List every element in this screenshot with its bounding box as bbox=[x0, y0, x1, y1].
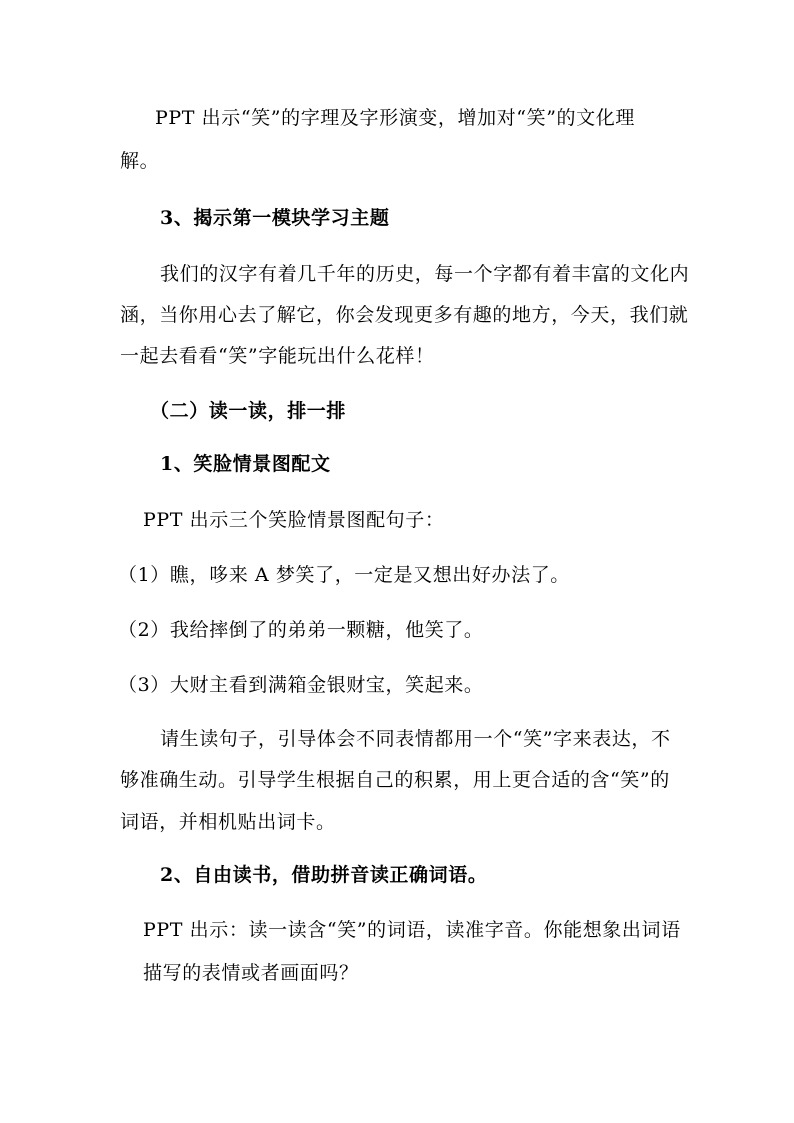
paragraph-ppt-line-2: 解。 bbox=[120, 150, 160, 172]
section-heading-2: （二）读一读，排一排 bbox=[150, 400, 347, 422]
sentence-3: （3）大财主看到满箱金银财宝，笑起来。 bbox=[118, 674, 484, 696]
heading-1: 1、笑脸情景图配文 bbox=[160, 453, 331, 475]
paragraph-history-line-2: 涵，当你用心去了解它，你会发现更多有趣的地方，今天，我们就 bbox=[120, 304, 689, 326]
paragraph-guide-line-3: 词语，并相机贴出词卡。 bbox=[120, 811, 336, 833]
paragraph-history-line-3: 一起去看看“笑”字能玩出什么花样！ bbox=[120, 345, 435, 367]
paragraph-guide-line-1: 请生读句子，引导体会不同表情都用一个“笑”字来表达，不 bbox=[160, 728, 671, 750]
heading-3: 3、揭示第一模块学习主题 bbox=[160, 207, 390, 229]
paragraph-ppt-line-1: PPT 出示“笑”的字理及字形演变，增加对“笑”的文化理 bbox=[155, 107, 635, 129]
sentence-2: （2）我给摔倒了的弟弟一颗糖，他笑了。 bbox=[118, 619, 484, 641]
paragraph-ppt-sentences: PPT 出示三个笑脸情景图配句子： bbox=[143, 509, 445, 531]
paragraph-read-line-2: 描写的表情或者画面吗？ bbox=[143, 962, 359, 984]
heading-2: 2、自由读书，借助拼音读正确词语。 bbox=[160, 864, 488, 886]
paragraph-read-line-1: PPT 出示：读一读含“笑”的词语，读准字音。你能想象出词语 bbox=[143, 919, 681, 941]
paragraph-guide-line-2: 够准确生动。引导学生根据自己的积累，用上更合适的含“笑”的 bbox=[120, 769, 670, 791]
paragraph-history-line-1: 我们的汉字有着几千年的历史，每一个字都有着丰富的文化内 bbox=[160, 263, 690, 285]
sentence-1: （1）瞧，哆来 A 梦笑了，一定是又想出好办法了。 bbox=[118, 564, 570, 586]
